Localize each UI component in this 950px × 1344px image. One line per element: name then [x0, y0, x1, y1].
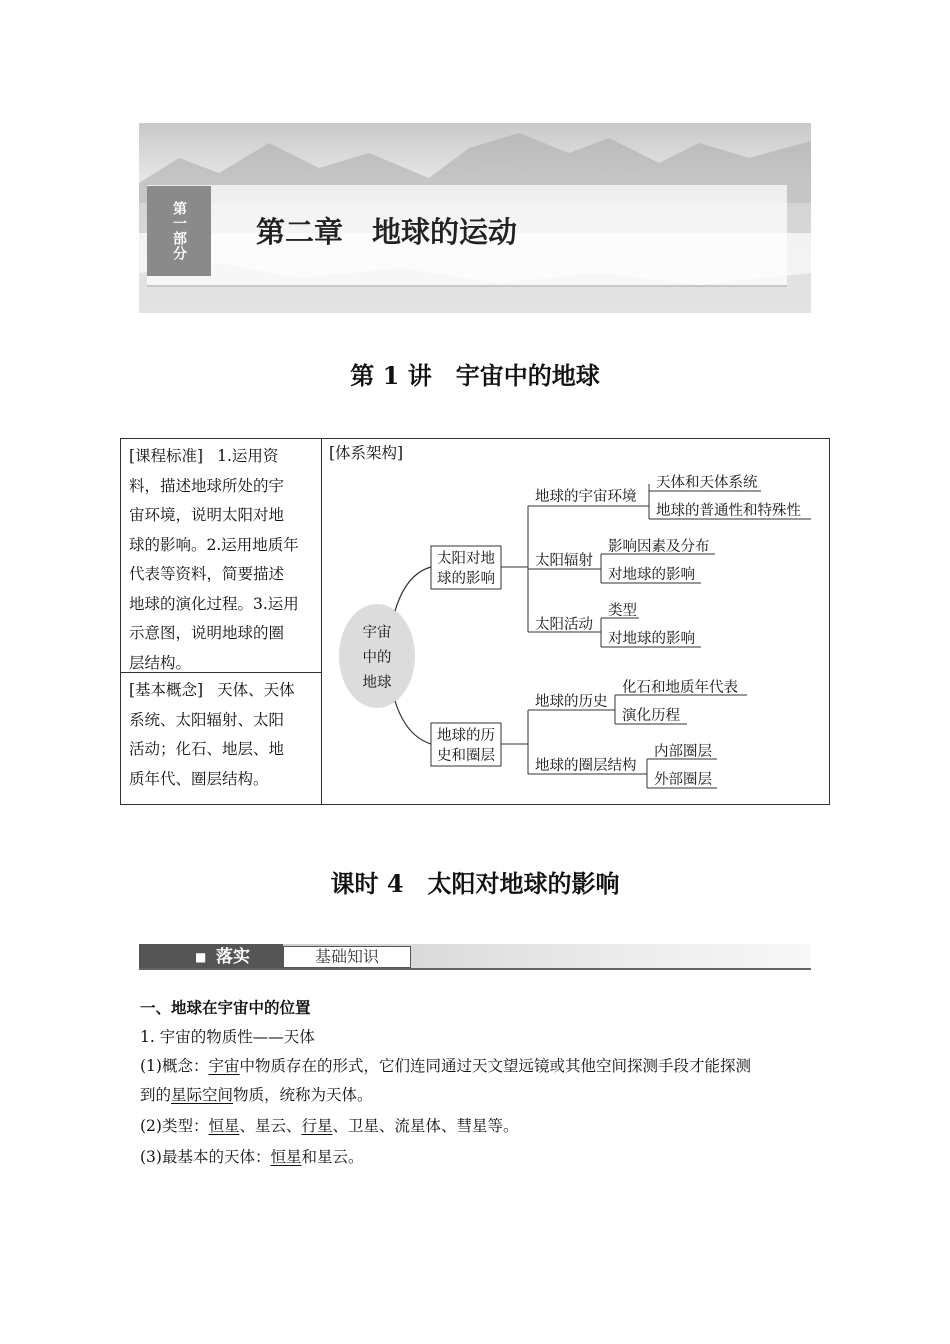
section-band: [139, 944, 811, 970]
concepts-line: 质年代、圈层结构。: [129, 769, 269, 788]
standard-line: 球的影响。2.运用地质年: [129, 535, 299, 554]
standard-line: 代表等资料，简要描述: [129, 565, 285, 583]
leaf-topic: 演化历程: [622, 708, 680, 724]
lecture-title: 第 1 讲 宇宙中的地球: [350, 361, 600, 390]
topic-earth-history: 地球的历史: [535, 694, 608, 710]
framework-mindmap: [121, 439, 829, 804]
standard-line: 地球的演化过程。3.运用: [129, 594, 299, 613]
leaf-topic: 内部圈层: [654, 744, 712, 760]
leaf-topic: 影响因素及分布: [608, 539, 710, 555]
paragraph-concept: [140, 1054, 751, 1076]
concepts-line: 天体、天体: [217, 681, 295, 699]
center-node-line: 中的: [362, 650, 392, 666]
center-node-line: 宇宙: [362, 625, 392, 641]
topic-solar-radiation: 太阳辐射: [535, 553, 593, 569]
part-tag: 第一部分: [147, 186, 211, 276]
band-divider: [139, 968, 811, 970]
leaf-topic: 外部圈层: [654, 772, 712, 788]
underlined-term: 恒星: [270, 1148, 302, 1166]
underlined-term: 行星: [301, 1117, 333, 1135]
chapter-title: 第二章 地球的运动: [256, 215, 518, 249]
standard-line: 层结构。: [129, 653, 192, 672]
branch-node-line: 太阳对地: [437, 551, 495, 567]
standard-line: 料，描述地球所处的宇: [129, 476, 285, 495]
leaf-topic: 类型: [608, 603, 637, 619]
leaf-topic: 化石和地质年代表: [622, 680, 738, 696]
curriculum-standard-label: [课程标准]: [129, 447, 204, 465]
text: (2)类型：: [140, 1117, 209, 1135]
topic-solar-activity: 太阳活动: [535, 617, 593, 633]
framework-label: [体系架构]: [329, 444, 404, 462]
paragraph-concept-cont: [140, 1083, 373, 1105]
concepts-line: 系统、太阳辐射、太阳: [129, 710, 285, 729]
band-dark-text: 落实: [216, 947, 250, 967]
connector: [395, 567, 431, 611]
center-node-line: 地球: [362, 675, 392, 691]
overview-table: [120, 438, 830, 805]
leaf-topic: 地球的普通性和特殊性: [656, 503, 801, 519]
paragraph-types: [140, 1114, 519, 1136]
branch-node-line: 球的影响: [437, 571, 495, 587]
topic-earth-layers: 地球的圈层结构: [535, 758, 637, 774]
leaf-topic: 天体和天体系统: [656, 475, 758, 491]
item-heading: 1. 宇宙的物质性——天体: [140, 1028, 315, 1046]
text: 、星云、: [239, 1117, 302, 1135]
standard-line: 示意图，说明地球的圈: [129, 624, 285, 642]
text: 到的: [140, 1086, 172, 1104]
section-heading: 一、地球在宇宙中的位置: [140, 999, 311, 1017]
paragraph-basic-body: [140, 1145, 364, 1167]
underlined-term: 宇宙: [208, 1057, 240, 1075]
text: 、卫星、流星体、彗星等。: [332, 1117, 519, 1135]
connector: [395, 701, 431, 744]
standard-line: 1.运用资: [217, 447, 279, 465]
text: 中物质存在的形式，它们连同通过天文望远镜或其他空间探测手段才能探测: [239, 1057, 751, 1075]
standard-line: 宙环境，说明太阳对地: [129, 506, 285, 524]
underlined-term: 恒星: [208, 1117, 240, 1135]
basic-concepts-label: [基本概念]: [129, 681, 204, 699]
branch-node-line: 地球的历: [437, 728, 495, 744]
lesson-title: 课时 4 太阳对地球的影响: [330, 869, 620, 898]
underlined-term: 星际空间: [171, 1086, 234, 1104]
band-dark-label: [139, 944, 283, 970]
leaf-topic: 对地球的影响: [608, 631, 695, 647]
topic-cosmic-environment: 地球的宇宙环境: [535, 489, 637, 505]
text: 物质，统称为天体。: [233, 1086, 373, 1104]
text: (3)最基本的天体：: [140, 1148, 271, 1166]
band-light-label: 基础知识: [283, 946, 411, 968]
branch-node-line: 史和圈层: [437, 748, 495, 764]
text: (1)概念：: [140, 1057, 209, 1075]
text: 和星云。: [301, 1148, 364, 1166]
concepts-line: 活动；化石、地层、地: [129, 740, 285, 758]
leaf-topic: 对地球的影响: [608, 567, 695, 583]
square-bullet-icon: ■: [195, 950, 207, 964]
